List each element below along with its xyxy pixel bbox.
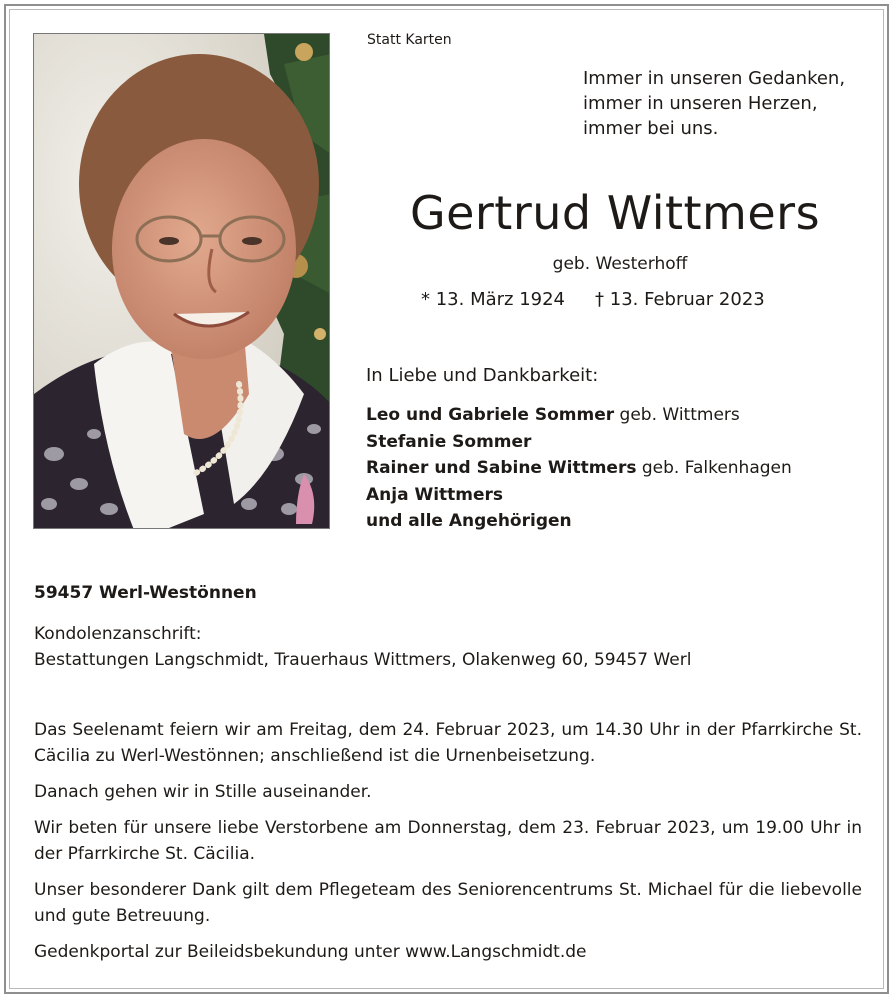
service-details [34, 717, 862, 975]
motto-verse [583, 66, 845, 141]
mourner-line [366, 482, 792, 509]
location: 59457 Werl-Westönnen [34, 583, 257, 603]
mourner-note: geb. Wittmers [614, 405, 740, 425]
mourner-note: geb. Falkenhagen [636, 458, 792, 478]
portrait-photo [33, 33, 330, 529]
mourner-name: Anja Wittmers [366, 484, 504, 505]
motto-line: Immer in unseren Gedanken, [583, 68, 846, 89]
birth-date: * 13. März 1924 [421, 289, 566, 310]
death-date: † 13. Februar 2023 [595, 289, 765, 310]
statt-karten-label: Statt Karten [367, 32, 452, 48]
mourner-name: Rainer und Sabine Wittmers [366, 458, 637, 478]
condolence-address-line: Bestattungen Langschmidt, Trauerhaus Wittmers, Olakenweg 60, 59457 Werl [34, 650, 692, 670]
birth-name: geb. Westerhoff [552, 254, 688, 274]
mourner-line [366, 508, 792, 535]
life-dates [421, 289, 765, 310]
mourners-list [366, 402, 792, 535]
condolence-address [34, 621, 691, 673]
paragraph: Wir beten für unsere liebe Verstorbene am Donnerstag, dem 23. Februar 2023, um 19.00 Uhr in der Pfarrkirche St. Cäcilia. [34, 818, 862, 864]
mourner-name: Stefanie Sommer [366, 431, 532, 452]
mourner-line [366, 429, 792, 456]
motto-line: immer in unseren Herzen, [583, 93, 818, 114]
deceased-name: Gertrud Wittmers [409, 186, 821, 240]
paragraph: Das Seelenamt feiern wir am Freitag, dem 24. Februar 2023, um 14.30 Uhr in der Pfarrkirche St. Cäcilia zu Werl-Westönnen; anschließend ist die Urnenbeisetzung. [34, 720, 862, 766]
mourner-line [366, 402, 792, 429]
mourner-line [366, 455, 792, 482]
mourner-name: Leo und Gabriele Sommer [366, 405, 615, 425]
paragraph: Danach gehen wir in Stille auseinander. [34, 782, 372, 802]
paragraph: Gedenkportal zur Beileidsbekundung unter www.Langschmidt.de [34, 942, 587, 962]
condolence-label: Kondolenzanschrift: [34, 624, 202, 644]
motto-line: immer bei uns. [583, 118, 719, 139]
mourners-intro: In Liebe und Dankbarkeit: [366, 365, 599, 386]
paragraph: Unser besonderer Dank gilt dem Pflegeteam des Seniorencentrums St. Michael für die liebevolle und gute Betreuung. [34, 880, 862, 926]
mourner-name: und alle Angehörigen [366, 511, 572, 531]
